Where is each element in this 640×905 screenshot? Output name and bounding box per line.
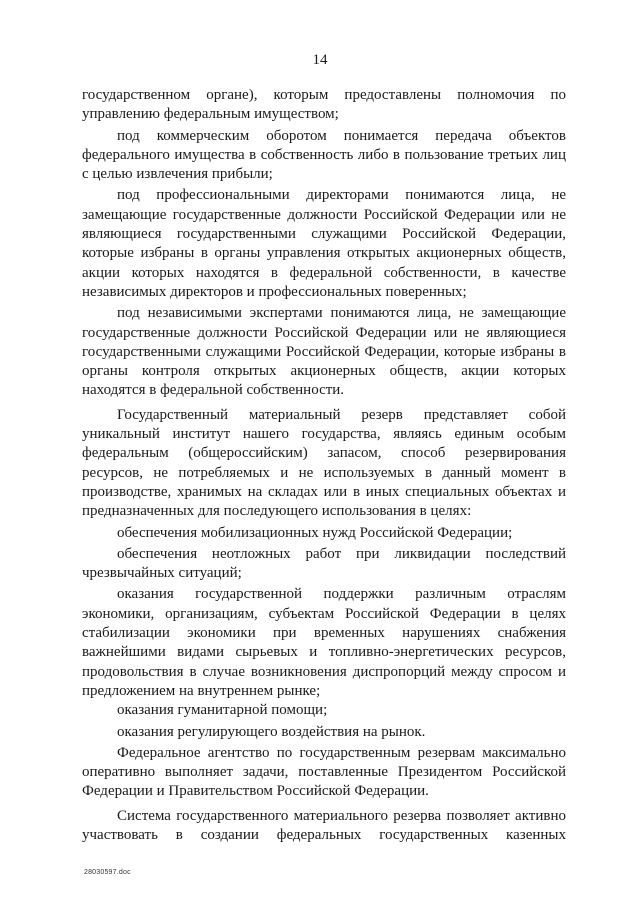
footer-file-name: 28030597.doc bbox=[84, 869, 131, 876]
document-body bbox=[82, 86, 566, 845]
paragraph-commercial-turnover: под коммерческим оборотом понимается передача объектов федерального имущества в собственность либо в пользование третьих лиц с целью извлечения прибыли; bbox=[82, 127, 566, 183]
list-item-mobilization: обеспечения мобилизационных нужд Российской Федерации; bbox=[117, 524, 513, 541]
list-item-state-support: оказания государственной поддержки различным отраслям экономики, организациям, субъектам Российской Федерации в целях стабилизации экономики при временных нарушениях снабжения важнейшими видами сырьевых и топливно-энергетических ресурсов, продовольствия в случае возникновения диспропорций между спросом и предложением на внутреннем рынке; bbox=[82, 586, 566, 699]
paragraph-federal-agency: Федеральное агентство по государственным резервам максимально оперативно выполняет задачи, поставленные Президентом Российской Федерации и Правительством Российской Федерации. bbox=[82, 744, 566, 800]
paragraph-reserve-system: Система государственного материального резерва позволяет активно участвовать в создании федеральных государственных казенных bbox=[82, 807, 566, 843]
page-number: 14 bbox=[312, 52, 328, 68]
paragraph-state-reserve: Государственный материальный резерв представляет собой уникальный институт нашего государства, являясь единым особым федеральным (общероссийским) запасом, способ резервирования ресурсов, не потребляемых и не используемых в данный момент в производстве, хранимых на складах или в иных специальных объектах и предназначенных для последующего использования в целях: bbox=[82, 406, 566, 520]
list-item-humanitarian-aid: оказания гуманитарной помощи; bbox=[117, 702, 328, 719]
list-item-emergency-works: обеспечения неотложных работ при ликвидации последствий чрезвычайных ситуаций; bbox=[82, 545, 566, 582]
paragraph-professional-directors: под профессиональными директорами понимаются лица, не замещающие государственные должности Российской Федерации или не являющиеся государственными служащими Российской Федерации, которые избраны в органы управления открытых акционерных обществ, акции которых находятся в федеральной собственности, в качестве независимых директоров и профессиональных поверенных; bbox=[82, 187, 566, 300]
list-item-market-regulation: оказания регулирующего воздействия на рынок. bbox=[117, 723, 426, 740]
paragraph-state-body-continuation: государственном органе), которым предоставлены полномочия по управлению федеральным имуществом; bbox=[82, 87, 566, 123]
paragraph-independent-experts: под независимыми экспертами понимаются лица, не замещающие государственные должности Российской Федерации или не являющиеся государственными служащими Российской Федерации, которые избраны в органы контроля открытых акционерных обществ, акции которых находятся в федеральной собственности. bbox=[82, 305, 566, 399]
